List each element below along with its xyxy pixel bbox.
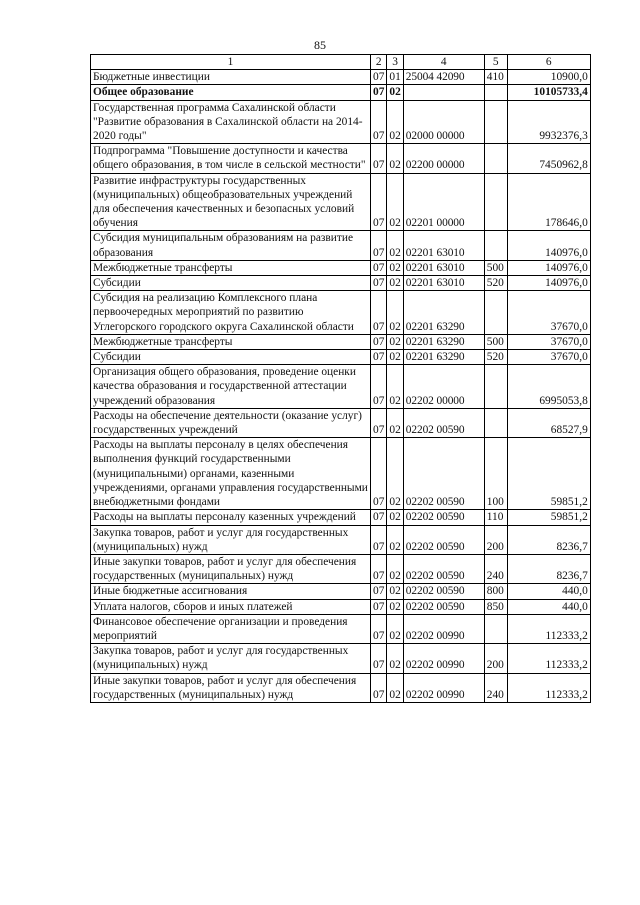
table-row: [91, 584, 591, 599]
row-name-cell: Уплата налогов, сборов и иных платежей: [91, 599, 371, 614]
column-header-section: 2: [371, 55, 387, 70]
row-subsection-cell: 02: [387, 673, 403, 702]
row-subsection-cell: 02: [387, 554, 403, 583]
table-row: [91, 438, 591, 510]
column-header-amount: 6: [507, 55, 590, 70]
column-header-expense-type: 5: [484, 55, 507, 70]
row-amount-cell: 178646,0: [507, 173, 590, 231]
row-section-cell: 07: [371, 599, 387, 614]
row-expense-type-cell: [484, 231, 507, 260]
row-name-cell: Расходы на выплаты персоналу в целях обеспечения выполнения функций государственными (муниципальными) органами, казенными учреждениями, органами управления государственными внебюджетными фондами: [91, 438, 371, 510]
row-amount-cell: 9932376,3: [507, 100, 590, 144]
row-section-cell: 07: [371, 334, 387, 349]
row-section-cell: 07: [371, 276, 387, 291]
row-subsection-cell: 02: [387, 510, 403, 525]
row-section-cell: 07: [371, 231, 387, 260]
row-expense-type-cell: [484, 100, 507, 144]
row-subsection-cell: 02: [387, 260, 403, 275]
row-name-cell: Субсидии: [91, 350, 371, 365]
row-subsection-cell: 02: [387, 365, 403, 409]
row-name-cell: Подпрограмма "Повышение доступности и качества общего образования, в том числе в сельской местности": [91, 144, 371, 173]
table-row: [91, 554, 591, 583]
row-expense-type-cell: 800: [484, 584, 507, 599]
row-name-cell: Иные закупки товаров, работ и услуг для обеспечения государственных (муниципальных) нужд: [91, 554, 371, 583]
row-amount-cell: 140976,0: [507, 231, 590, 260]
row-target-cell: 02202 00000: [403, 365, 484, 409]
row-section-cell: 07: [371, 584, 387, 599]
row-expense-type-cell: 410: [484, 70, 507, 85]
row-name-cell: Субсидии: [91, 276, 371, 291]
row-name-cell: Иные бюджетные ассигнования: [91, 584, 371, 599]
row-subsection-cell: 02: [387, 85, 403, 100]
row-expense-type-cell: 110: [484, 510, 507, 525]
row-amount-cell: 7450962,8: [507, 144, 590, 173]
row-expense-type-cell: [484, 614, 507, 643]
page-number: 85: [314, 38, 326, 52]
row-amount-cell: 112333,2: [507, 673, 590, 702]
row-section-cell: 07: [371, 510, 387, 525]
header-row: [91, 55, 591, 70]
row-name-cell: Межбюджетные трансферты: [91, 334, 371, 349]
row-expense-type-cell: 240: [484, 673, 507, 702]
row-amount-cell: 37670,0: [507, 334, 590, 349]
row-target-cell: 02200 00000: [403, 144, 484, 173]
table-row: [91, 100, 591, 144]
table-row: [91, 673, 591, 702]
row-target-cell: 02202 00990: [403, 644, 484, 673]
table-row: [91, 231, 591, 260]
row-amount-cell: 37670,0: [507, 291, 590, 335]
row-expense-type-cell: [484, 408, 507, 437]
row-section-cell: 07: [371, 70, 387, 85]
row-amount-cell: 8236,7: [507, 525, 590, 554]
row-expense-type-cell: 500: [484, 260, 507, 275]
row-amount-cell: 112333,2: [507, 644, 590, 673]
row-target-cell: 02202 00990: [403, 614, 484, 643]
row-amount-cell: 440,0: [507, 584, 590, 599]
row-target-cell: 02201 00000: [403, 173, 484, 231]
row-name-cell: Финансовое обеспечение организации и проведения мероприятий: [91, 614, 371, 643]
column-header-name: 1: [91, 55, 371, 70]
row-section-cell: 07: [371, 100, 387, 144]
table-row: [91, 85, 591, 100]
row-subsection-cell: 02: [387, 231, 403, 260]
row-subsection-cell: 02: [387, 644, 403, 673]
row-target-cell: 02202 00990: [403, 673, 484, 702]
table-row: [91, 510, 591, 525]
row-section-cell: 07: [371, 173, 387, 231]
row-subsection-cell: 02: [387, 599, 403, 614]
row-amount-cell: 59851,2: [507, 510, 590, 525]
row-name-cell: Субсидия на реализацию Комплексного плана первоочередных мероприятий по развитию Углегорского городского округа Сахалинской области: [91, 291, 371, 335]
row-expense-type-cell: 520: [484, 350, 507, 365]
table-row: [91, 350, 591, 365]
row-expense-type-cell: [484, 291, 507, 335]
row-subsection-cell: 02: [387, 144, 403, 173]
table-row: [91, 334, 591, 349]
row-subsection-cell: 02: [387, 291, 403, 335]
row-section-cell: 07: [371, 291, 387, 335]
row-section-cell: 07: [371, 644, 387, 673]
table-row: [91, 144, 591, 173]
row-target-cell: 02201 63010: [403, 260, 484, 275]
row-subsection-cell: 02: [387, 438, 403, 510]
row-section-cell: 07: [371, 614, 387, 643]
row-amount-cell: 140976,0: [507, 260, 590, 275]
row-section-cell: 07: [371, 408, 387, 437]
row-target-cell: 02202 00590: [403, 510, 484, 525]
row-target-cell: 02202 00590: [403, 408, 484, 437]
row-target-cell: 02201 63010: [403, 276, 484, 291]
row-section-cell: 07: [371, 554, 387, 583]
row-expense-type-cell: [484, 365, 507, 409]
row-subsection-cell: 02: [387, 584, 403, 599]
row-section-cell: 07: [371, 525, 387, 554]
table-row: [91, 173, 591, 231]
row-target-cell: 02202 00590: [403, 438, 484, 510]
row-name-cell: Закупка товаров, работ и услуг для государственных (муниципальных) нужд: [91, 525, 371, 554]
row-subsection-cell: 02: [387, 525, 403, 554]
row-section-cell: 07: [371, 350, 387, 365]
row-section-cell: 07: [371, 365, 387, 409]
row-expense-type-cell: 520: [484, 276, 507, 291]
row-subsection-cell: 02: [387, 614, 403, 643]
row-amount-cell: 440,0: [507, 599, 590, 614]
row-section-cell: 07: [371, 85, 387, 100]
table-row: [91, 291, 591, 335]
row-expense-type-cell: 240: [484, 554, 507, 583]
row-name-cell: Иные закупки товаров, работ и услуг для обеспечения государственных (муниципальных) нужд: [91, 673, 371, 702]
row-target-cell: 02201 63010: [403, 231, 484, 260]
row-expense-type-cell: [484, 173, 507, 231]
row-name-cell: Бюджетные инвестиции: [91, 70, 371, 85]
table-body: [91, 70, 591, 703]
row-target-cell: 02202 00590: [403, 599, 484, 614]
row-amount-cell: 59851,2: [507, 438, 590, 510]
row-amount-cell: 140976,0: [507, 276, 590, 291]
row-amount-cell: 10900,0: [507, 70, 590, 85]
row-section-cell: 07: [371, 438, 387, 510]
row-subsection-cell: 02: [387, 408, 403, 437]
row-expense-type-cell: 200: [484, 525, 507, 554]
row-subsection-cell: 02: [387, 100, 403, 144]
row-section-cell: 07: [371, 673, 387, 702]
row-target-cell: 02201 63290: [403, 350, 484, 365]
row-name-cell: Межбюджетные трансферты: [91, 260, 371, 275]
row-target-cell: 02202 00590: [403, 584, 484, 599]
row-amount-cell: 68527,9: [507, 408, 590, 437]
row-target-cell: 25004 42090: [403, 70, 484, 85]
row-name-cell: Общее образование: [91, 85, 371, 100]
row-section-cell: 07: [371, 144, 387, 173]
table-row: [91, 614, 591, 643]
row-expense-type-cell: 850: [484, 599, 507, 614]
table-row: [91, 70, 591, 85]
row-amount-cell: 37670,0: [507, 350, 590, 365]
row-expense-type-cell: 200: [484, 644, 507, 673]
row-expense-type-cell: [484, 144, 507, 173]
row-subsection-cell: 02: [387, 350, 403, 365]
row-expense-type-cell: 500: [484, 334, 507, 349]
row-amount-cell: 112333,2: [507, 614, 590, 643]
row-target-cell: 02202 00590: [403, 525, 484, 554]
row-subsection-cell: 01: [387, 70, 403, 85]
table-row: [91, 599, 591, 614]
row-name-cell: Закупка товаров, работ и услуг для государственных (муниципальных) нужд: [91, 644, 371, 673]
row-name-cell: Расходы на выплаты персоналу казенных учреждений: [91, 510, 371, 525]
table-row: [91, 644, 591, 673]
column-header-subsection: 3: [387, 55, 403, 70]
row-target-cell: [403, 85, 484, 100]
row-name-cell: Государственная программа Сахалинской области "Развитие образования в Сахалинской области на 2014-2020 годы": [91, 100, 371, 144]
row-name-cell: Расходы на обеспечение деятельности (оказание услуг) государственных учреждений: [91, 408, 371, 437]
row-target-cell: 02201 63290: [403, 291, 484, 335]
row-expense-type-cell: [484, 85, 507, 100]
row-subsection-cell: 02: [387, 173, 403, 231]
row-name-cell: Развитие инфраструктуры государственных (муниципальных) общеобразовательных учреждений для обеспечения качественных и безопасных условий обучения: [91, 173, 371, 231]
budget-table: [90, 54, 591, 703]
table-row: [91, 365, 591, 409]
table-row: [91, 276, 591, 291]
row-target-cell: 02000 00000: [403, 100, 484, 144]
row-amount-cell: 8236,7: [507, 554, 590, 583]
row-name-cell: Субсидия муниципальным образованиям на развитие образования: [91, 231, 371, 260]
row-subsection-cell: 02: [387, 276, 403, 291]
row-expense-type-cell: 100: [484, 438, 507, 510]
row-subsection-cell: 02: [387, 334, 403, 349]
row-target-cell: 02201 63290: [403, 334, 484, 349]
row-section-cell: 07: [371, 260, 387, 275]
row-amount-cell: 10105733,4: [507, 85, 590, 100]
column-header-target: 4: [403, 55, 484, 70]
table-row: [91, 408, 591, 437]
row-amount-cell: 6995053,8: [507, 365, 590, 409]
row-name-cell: Организация общего образования, проведение оценки качества образования и государственной аттестации учреждений образования: [91, 365, 371, 409]
table-row: [91, 525, 591, 554]
row-target-cell: 02202 00590: [403, 554, 484, 583]
table-row: [91, 260, 591, 275]
